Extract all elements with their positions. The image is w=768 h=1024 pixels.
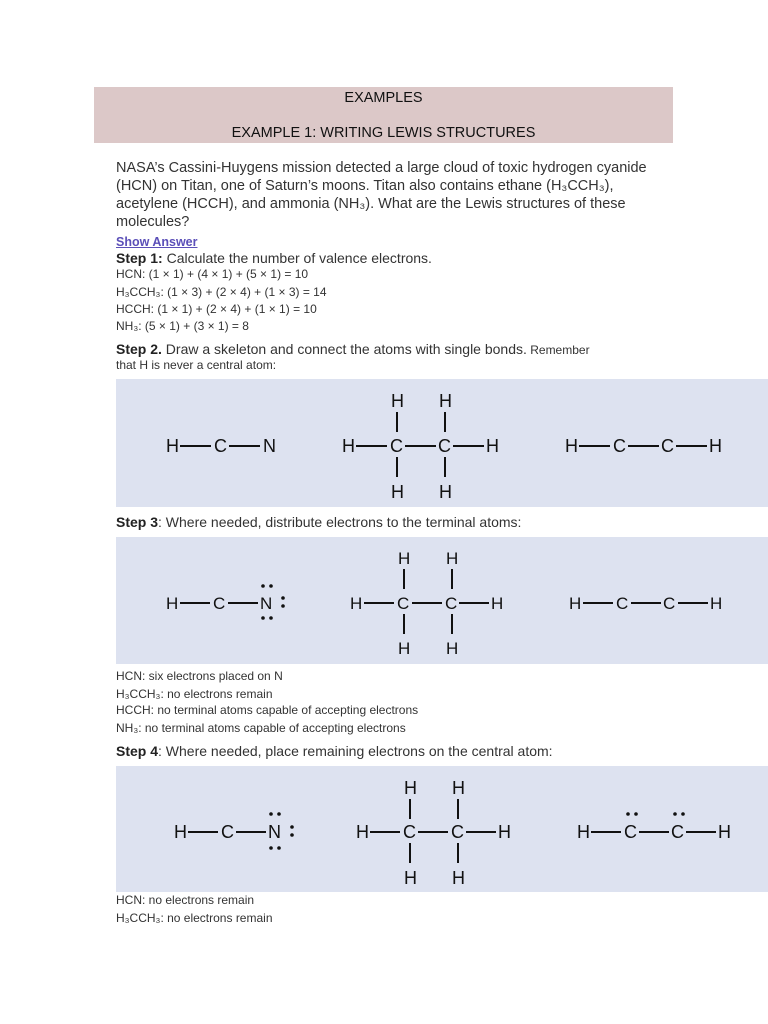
atom-c: C: [451, 822, 464, 842]
atom-h: H: [569, 594, 582, 613]
atom-h: H: [718, 822, 731, 842]
atom-c: C: [221, 822, 234, 842]
step3-heading: [116, 514, 521, 530]
step4-heading: [116, 743, 553, 759]
atom-h: H: [439, 391, 452, 411]
examples-header: [94, 87, 673, 143]
atom-n: N: [268, 822, 281, 842]
atom-c: C: [624, 822, 637, 842]
atom-h: H: [404, 868, 417, 888]
example-title: EXAMPLE 1: WRITING LEWIS STRUCTURES: [231, 125, 536, 141]
atom-h: H: [446, 549, 459, 568]
step3-line-hcch: HCCH: no terminal atoms capable of accepting electrons: [116, 703, 419, 717]
step2-note-b: that H is never a central atom:: [116, 358, 277, 372]
step2-text: Draw a skeleton and connect the atoms with single bonds.: [161, 341, 527, 357]
atom-h: H: [391, 391, 404, 411]
atom-h: H: [166, 594, 179, 613]
atom-c: C: [445, 594, 458, 613]
atom-c: C: [661, 436, 674, 456]
atom-h: H: [486, 436, 499, 456]
atom-h: H: [404, 778, 417, 798]
step1-line-nh3: NH₃: (5 × 1) + (3 × 1) = 8: [116, 319, 249, 333]
atom-c: C: [438, 436, 451, 456]
step4-label: Step 4: [116, 743, 159, 759]
hcn-skeleton: [166, 436, 276, 456]
atom-h: H: [391, 482, 404, 502]
atom-h: H: [350, 594, 363, 613]
step3-label: Step 3: [116, 514, 159, 530]
intro-paragraph: NASA’s Cassini-Huygens mission detected a large cloud of toxic hydrogen cyanide (HCN) on Titan, one of Saturn’s moons. Titan also contains ethane (H₃CCH₃), acetylene (HCCH), and ammonia (NH₃). What are the Lewis structures of these molecules?: [116, 160, 647, 230]
ethane-skeleton: [342, 391, 499, 502]
step1-text: Calculate the number of valence electrons.: [162, 250, 432, 266]
step1-line-hcch: HCCH: (1 × 1) + (2 × 4) + (1 × 1) = 10: [116, 302, 317, 316]
atom-h: H: [446, 639, 459, 658]
atom-h: H: [709, 436, 722, 456]
step3-line-nh3: NH₃: no terminal atoms capable of accepting electrons: [116, 721, 406, 735]
step1-label: Step 1:: [116, 250, 163, 266]
atom-c: C: [390, 436, 403, 456]
page-title: EXAMPLES: [344, 90, 423, 106]
atom-h: H: [439, 482, 452, 502]
atom-c: C: [613, 436, 626, 456]
atom-h: H: [565, 436, 578, 456]
hcch-terminal: [569, 594, 722, 613]
atom-n: N: [260, 594, 273, 613]
atom-h: H: [452, 778, 465, 798]
atom-h: H: [356, 822, 369, 842]
step2-diagram-panel: [116, 379, 768, 507]
step4-line-ethane: H₃CCH₃: no electrons remain: [116, 911, 273, 925]
step3-text: : Where needed, distribute electrons to the terminal atoms:: [158, 514, 522, 530]
step4-line-hcn: HCN: no electrons remain: [116, 893, 255, 907]
atom-c: C: [663, 594, 676, 613]
atom-h: H: [398, 639, 411, 658]
step4-diagram-panel: [116, 766, 768, 892]
atom-c: C: [397, 594, 410, 613]
lone-pair-dots: [626, 812, 685, 816]
hcch-skeleton: [565, 436, 722, 456]
atom-h: H: [710, 594, 723, 613]
atom-h: H: [398, 549, 411, 568]
step4-lewis-diagram: [116, 766, 768, 892]
step2-heading: [116, 341, 590, 357]
step1-line-hcn: HCN: (1 × 1) + (4 × 1) + (5 × 1) = 10: [116, 267, 309, 281]
atom-h: H: [166, 436, 179, 456]
show-answer-link[interactable]: Show Answer: [116, 235, 198, 249]
step2-lewis-diagram: [116, 379, 768, 507]
step2-label: Step 2.: [116, 341, 162, 357]
hcch-central-electrons: [577, 812, 731, 842]
atom-h: H: [342, 436, 355, 456]
step3-line-ethane: H₃CCH₃: no electrons remain: [116, 687, 273, 701]
atom-c: C: [671, 822, 684, 842]
atom-c: C: [214, 436, 227, 456]
atom-h: H: [577, 822, 590, 842]
atom-c: C: [616, 594, 629, 613]
step1-heading: [116, 250, 432, 266]
atom-c: C: [213, 594, 226, 613]
step3-lewis-diagram: [116, 537, 768, 664]
step4-text: : Where needed, place remaining electrons on the central atom:: [158, 743, 553, 759]
step2-note-a: Remember: [526, 343, 590, 357]
atom-h: H: [174, 822, 187, 842]
hcn-central-electrons: [174, 812, 294, 850]
ethane-terminal: [350, 549, 503, 658]
ethane-final: [356, 778, 511, 888]
atom-h: H: [498, 822, 511, 842]
atom-h: H: [491, 594, 504, 613]
atom-n: N: [263, 436, 276, 456]
atom-c: C: [403, 822, 416, 842]
atom-h: H: [452, 868, 465, 888]
step3-line-hcn: HCN: six electrons placed on N: [116, 669, 283, 683]
step3-diagram-panel: [116, 537, 768, 664]
step1-line-ethane: H₃CCH₃: (1 × 3) + (2 × 4) + (1 × 3) = 14: [116, 285, 327, 299]
hcn-terminal-electrons: [166, 584, 285, 620]
